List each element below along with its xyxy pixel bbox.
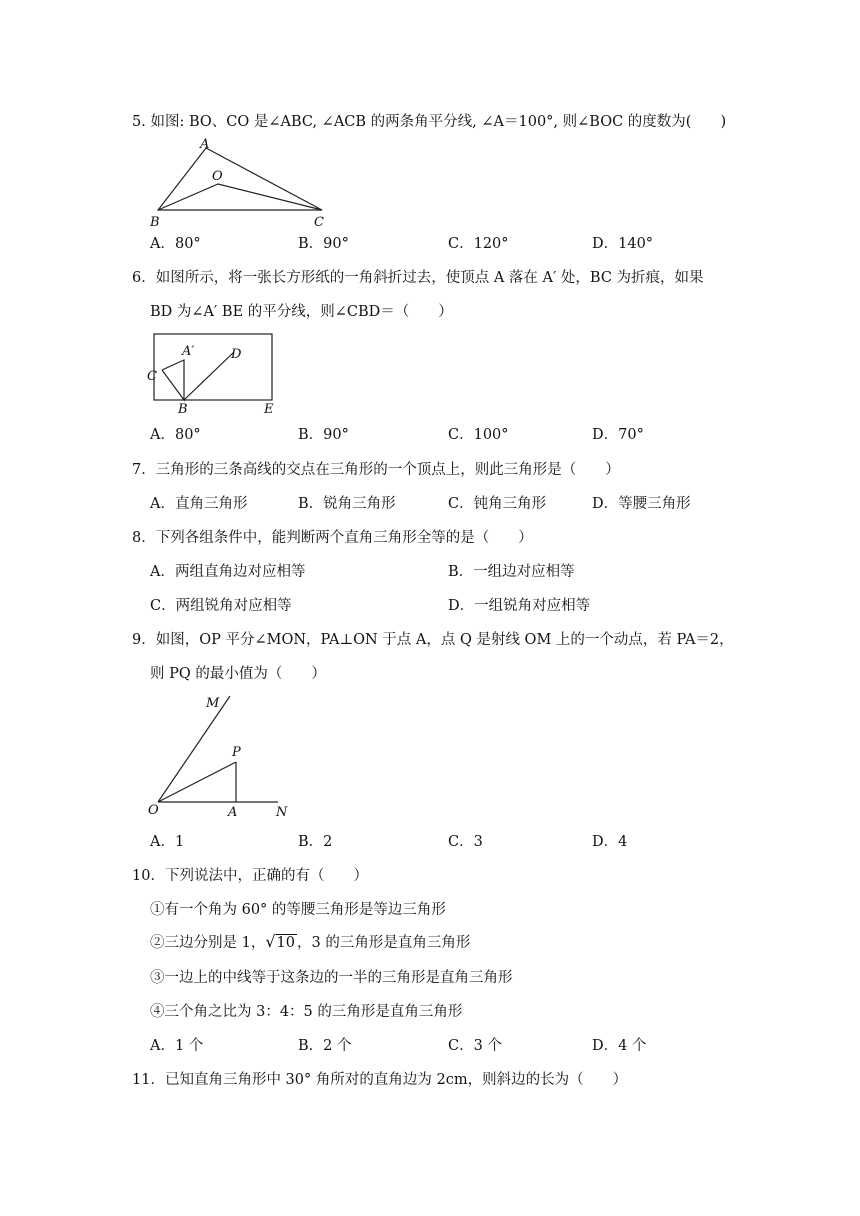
- q6-label-b: B: [178, 402, 188, 415]
- q7-stem: 7．三角形的三条高线的交点在三角形的一个顶点上，则此三角形是（ ）: [132, 462, 620, 478]
- q6-label-d: D: [231, 347, 242, 362]
- q5-label-o: O: [212, 169, 223, 184]
- q9-label-o: O: [148, 803, 159, 818]
- q5-option-b: B．90°: [298, 236, 349, 252]
- q7-option-c: C．钝角三角形: [448, 496, 547, 512]
- q9-label-a: A: [228, 805, 238, 820]
- q6-stem-line1: 6．如图所示，将一张长方形纸的一角斜折过去，使顶点 A 落在 A′ 处，BC 为折痕，如果: [132, 270, 704, 286]
- q8-stem: 8．下列各组条件中，能判断两个直角三角形全等的是（ ）: [132, 530, 533, 546]
- q10-option-d: D．4 个: [592, 1038, 647, 1054]
- q9-option-d: D．4: [592, 834, 628, 850]
- q9-option-b: B．2: [298, 834, 333, 850]
- q6-option-b: B．90°: [298, 427, 349, 443]
- q9-label-m: M: [206, 696, 220, 711]
- q6-option-d: D．70°: [592, 427, 644, 443]
- q8-option-c: C．两组锐角对应相等: [150, 598, 292, 614]
- q10-item-4: ④三个角之比为 3：4：5 的三角形是直角三角形: [150, 1004, 463, 1020]
- q9-label-n: N: [276, 805, 288, 820]
- q6-rectangle-figure: [144, 330, 284, 415]
- q6-label-e: E: [264, 402, 274, 415]
- q9-label-p: P: [232, 745, 241, 760]
- q9-stem-line1: 9．如图，OP 平分∠MON，PA⊥ON 于点 A，点 Q 是射线 OM 上的一个动点，若 PA＝2，: [132, 632, 734, 648]
- q5-option-a: A．80°: [150, 236, 201, 252]
- q7-option-a: A．直角三角形: [150, 496, 248, 512]
- q6-option-c: C．100°: [448, 427, 509, 443]
- q6-label-a-prime: A′: [182, 344, 195, 359]
- q5-label-b: B: [150, 215, 160, 230]
- sqrt-10: √10: [265, 932, 295, 951]
- q9-option-c: C．3: [448, 834, 483, 850]
- q7-option-b: B．锐角三角形: [298, 496, 396, 512]
- q5-option-d: D．140°: [592, 236, 654, 252]
- q10-option-c: C．3 个: [448, 1038, 502, 1054]
- q5-label-c: C: [314, 215, 324, 230]
- q7-option-d: D．等腰三角形: [592, 496, 691, 512]
- q5-option-c: C．120°: [448, 236, 509, 252]
- q5-triangle-figure: [146, 138, 336, 230]
- q6-option-a: A．80°: [150, 427, 201, 443]
- q10-item-1: ①有一个角为 60° 的等腰三角形是等边三角形: [150, 902, 446, 918]
- q10-stem: 10．下列说法中，正确的有（ ）: [132, 868, 368, 884]
- q10-option-a: A．1 个: [150, 1038, 204, 1054]
- sqrt-radicand: 10: [276, 935, 295, 951]
- q5-label-a: A: [200, 138, 210, 152]
- q10-option-b: B．2 个: [298, 1038, 352, 1054]
- q11-stem: 11．已知直角三角形中 30° 角所对的直角边为 2cm，则斜边的长为（ ）: [132, 1072, 628, 1088]
- q5-stem: 5. 如图: BO、CO 是∠ABC, ∠ACB 的两条角平分线, ∠A＝100°, 则∠BOC 的度数为( ): [132, 114, 727, 130]
- q10-item-2-rest: ，3 的三角形是直角三角形: [297, 935, 471, 951]
- q6-label-c: C: [147, 369, 157, 384]
- q9-option-a: A．1: [150, 834, 185, 850]
- q6-stem-line2: BD 为∠A′ BE 的平分线，则∠CBD＝（ ）: [150, 304, 453, 320]
- q8-option-a: A．两组直角边对应相等: [150, 564, 306, 580]
- q10-item-2-prefix: ②三边分别是 1，: [150, 935, 266, 951]
- q9-angle-figure: [144, 690, 294, 822]
- q10-item-2: [150, 932, 470, 953]
- q10-item-3: ③一边上的中线等于这条边的一半的三角形是直角三角形: [150, 970, 513, 986]
- q8-option-b: B．一组边对应相等: [448, 564, 575, 580]
- q8-option-d: D．一组锐角对应相等: [448, 598, 591, 614]
- q9-stem-line2: 则 PQ 的最小值为（ ）: [150, 666, 326, 682]
